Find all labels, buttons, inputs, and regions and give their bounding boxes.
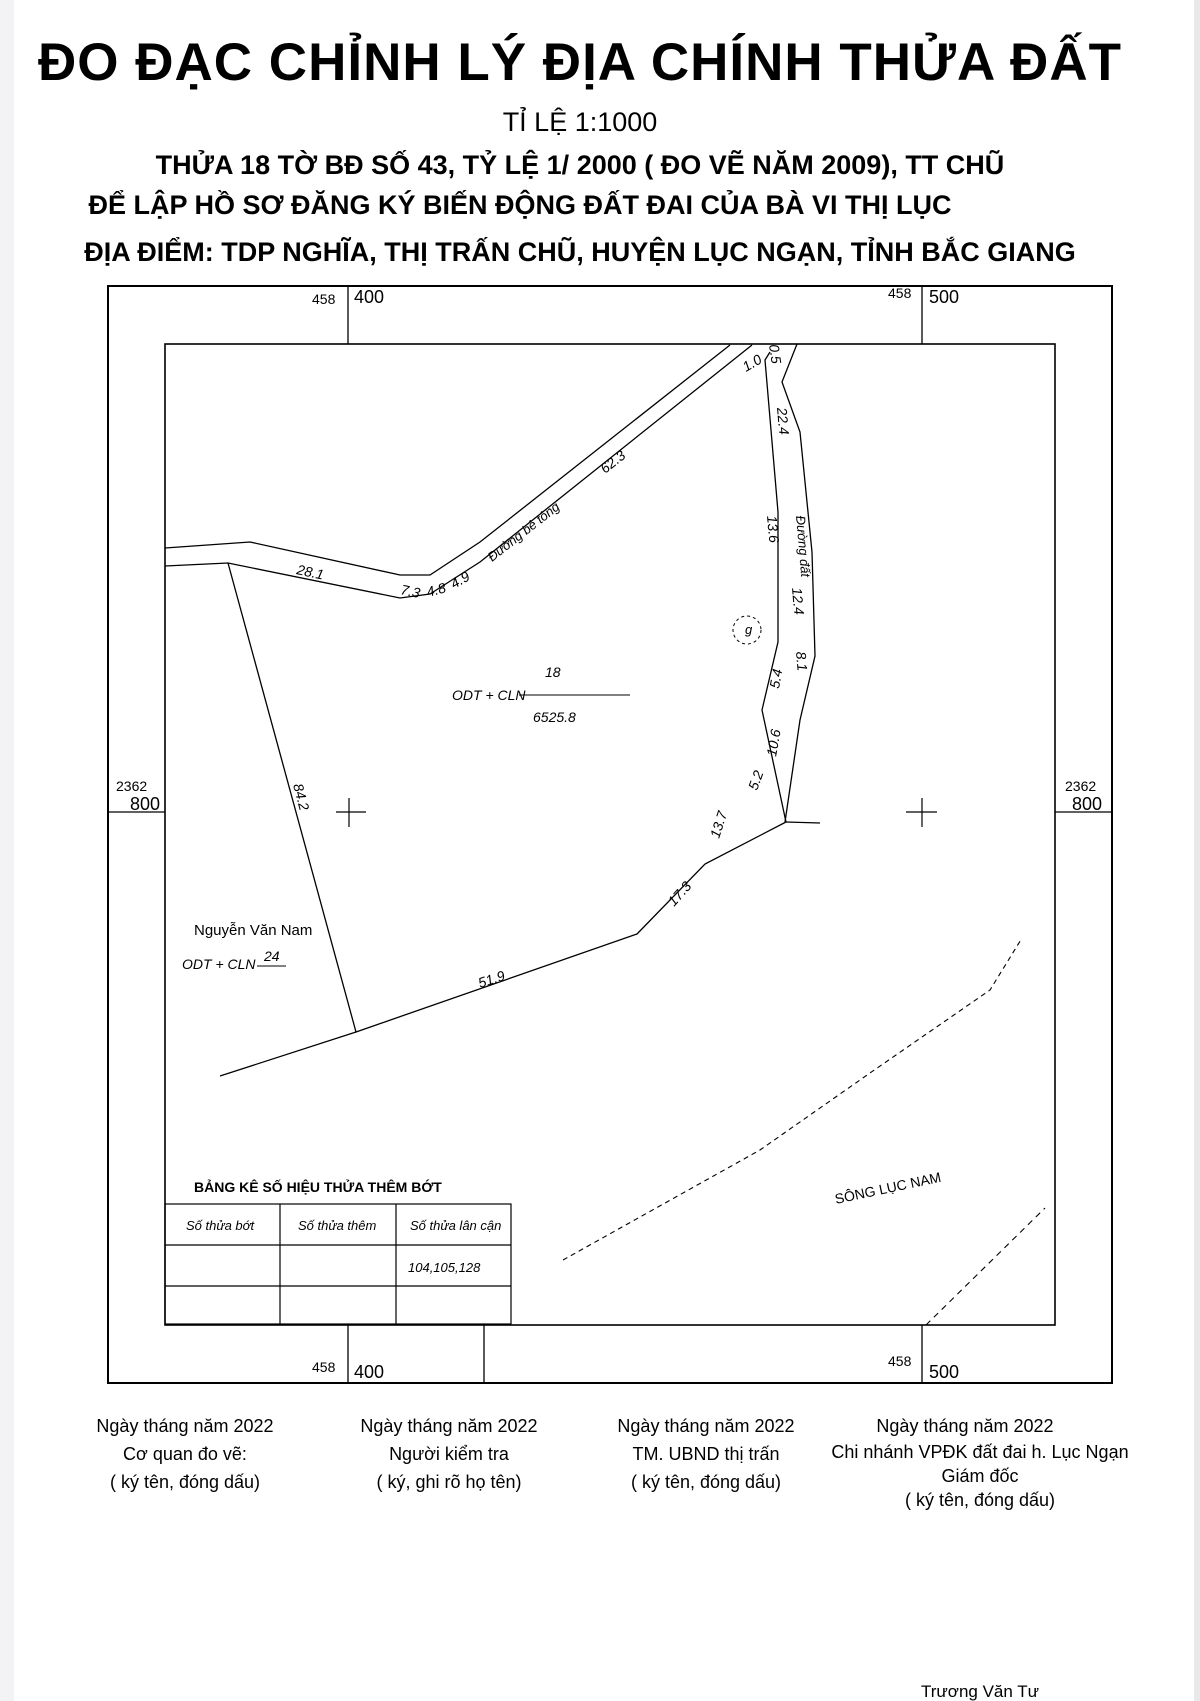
grid-ticks bbox=[108, 286, 1112, 1383]
edge-length-label: 28.1 bbox=[295, 561, 326, 583]
edge-length-label: 10.6 bbox=[763, 727, 784, 758]
signature-role: Người kiểm tra bbox=[389, 1444, 509, 1464]
parcel-number: 18 bbox=[545, 664, 561, 680]
coord-left-big: 800 bbox=[130, 794, 161, 814]
signature-block-inspector bbox=[337, 1412, 561, 1496]
signature-note: ( ký tên, đóng dấu) bbox=[109, 1472, 261, 1492]
edge-length-label: 62.3 bbox=[596, 446, 629, 477]
edge-length-label: 12.4 bbox=[789, 586, 808, 616]
edge-length-label: 84.2 bbox=[290, 781, 313, 813]
edge-length-label: 5.2 bbox=[744, 768, 767, 793]
parcel-land-use: ODT + CLN bbox=[452, 687, 526, 703]
map-scale: TỈ LỆ 1:1000 bbox=[502, 107, 658, 137]
grave-symbol-label: g bbox=[745, 622, 753, 637]
coord-right-big: 800 bbox=[1072, 794, 1103, 814]
coord-bottom-right-big: 500 bbox=[929, 1362, 960, 1382]
location-line: ĐỊA ĐIỂM: TDP NGHĨA, THỊ TRẤN CHŨ, HUYỆN LỤC NGẠN, TỈNH BẮC GIANG bbox=[84, 237, 1076, 267]
neighbor-owner: Nguyễn Văn Nam bbox=[194, 922, 313, 939]
signature-date: Ngày tháng năm 2022 bbox=[617, 1416, 795, 1436]
edge-length-label: 22.4 bbox=[774, 406, 793, 436]
coord-right-small: 2362 bbox=[1065, 778, 1097, 794]
edge-length-label: 17.3 bbox=[664, 878, 695, 910]
river-bank-left bbox=[563, 938, 1022, 1260]
edge-length-label: 4.9 bbox=[447, 568, 473, 592]
coord-top-left-small: 458 bbox=[312, 291, 336, 307]
grid-crosses bbox=[336, 798, 937, 827]
river-label: SÔNG LỤC NAM bbox=[833, 1168, 943, 1207]
coord-bottom-left-small: 458 bbox=[312, 1359, 336, 1375]
coord-bottom-right-small: 458 bbox=[888, 1353, 912, 1369]
signature-note: ( ký tên, đóng dấu) bbox=[904, 1490, 1056, 1510]
signer-name: Trương Văn Tư bbox=[921, 1682, 1040, 1701]
change-table-header: Số thửa bớt bbox=[186, 1218, 255, 1233]
signature-note: ( ký tên, đóng dấu) bbox=[630, 1472, 782, 1492]
edge-length-label: 13.6 bbox=[764, 514, 783, 544]
purpose-line: ĐỂ LẬP HỒ SƠ ĐĂNG KÝ BIẾN ĐỘNG ĐẤT ĐAI CỦA BÀ VI THỊ LỤC bbox=[88, 190, 952, 220]
signature-role: TM. UBND thị trấn bbox=[632, 1444, 780, 1464]
edge-length-label: 8.1 bbox=[793, 650, 811, 672]
neighbor-boundary bbox=[220, 1032, 356, 1076]
coord-bottom-left-big: 400 bbox=[354, 1362, 385, 1382]
signature-block-registration-office bbox=[820, 1412, 1140, 1512]
change-table-header: Số thửa thêm bbox=[298, 1218, 377, 1233]
parcel-reference: THỬA 18 TỜ BĐ SỐ 43, TỶ LỆ 1/ 2000 ( ĐO VẼ NĂM 2009), TT CHŨ bbox=[155, 150, 1005, 180]
change-table-cell: 104,105,128 bbox=[408, 1260, 481, 1275]
neighbor-land-use: ODT + CLN bbox=[182, 956, 256, 972]
outer-frame bbox=[108, 286, 1112, 1383]
neighbor-number: 24 bbox=[264, 948, 280, 964]
signature-block-town-committee bbox=[594, 1412, 818, 1496]
concrete-road-label: Đường bê tông bbox=[484, 499, 563, 565]
signature-note: ( ký, ghi rõ họ tên) bbox=[376, 1472, 522, 1492]
edge-length-label: 1.0 bbox=[739, 351, 765, 375]
signature-role: Chi nhánh VPĐK đất đai h. Lục Ngạn bbox=[831, 1442, 1129, 1462]
coord-top-right-big: 500 bbox=[929, 287, 960, 307]
signature-date: Ngày tháng năm 2022 bbox=[96, 1416, 274, 1436]
change-table-header: Số thửa lân cận bbox=[410, 1218, 502, 1233]
signature-role: Cơ quan đo vẽ: bbox=[123, 1444, 247, 1464]
signature-block-surveyor bbox=[80, 1412, 290, 1496]
parcel-spur-line bbox=[786, 822, 820, 823]
coord-top-right-small: 458 bbox=[888, 285, 912, 301]
edge-length-label: 51.9 bbox=[475, 967, 507, 991]
river-bank-right bbox=[926, 1208, 1045, 1325]
edge-length-label: 4.8 bbox=[424, 579, 448, 600]
edge-length-label: 7.3 bbox=[399, 581, 422, 601]
signature-date: Ngày tháng năm 2022 bbox=[876, 1416, 1054, 1436]
coord-top-left-big: 400 bbox=[354, 287, 385, 307]
edge-length-label: 13.7 bbox=[706, 809, 731, 840]
coord-left-small: 2362 bbox=[116, 778, 148, 794]
edge-length-label: 0.5 bbox=[766, 343, 785, 365]
edge-length-label: 5.4 bbox=[766, 667, 786, 690]
parcel-area: 6525.8 bbox=[533, 709, 576, 725]
signature-role-title: Giám đốc bbox=[941, 1466, 1019, 1486]
dirt-road-label: Đường đất bbox=[793, 514, 814, 578]
document-title: ĐO ĐẠC CHỈNH LÝ ĐỊA CHÍNH THỬA ĐẤT bbox=[38, 33, 1122, 92]
signature-date: Ngày tháng năm 2022 bbox=[360, 1416, 538, 1436]
change-table-title: BẢNG KÊ SỐ HIỆU THỬA THÊM BỚT bbox=[194, 1179, 442, 1195]
concrete-road bbox=[165, 345, 752, 598]
